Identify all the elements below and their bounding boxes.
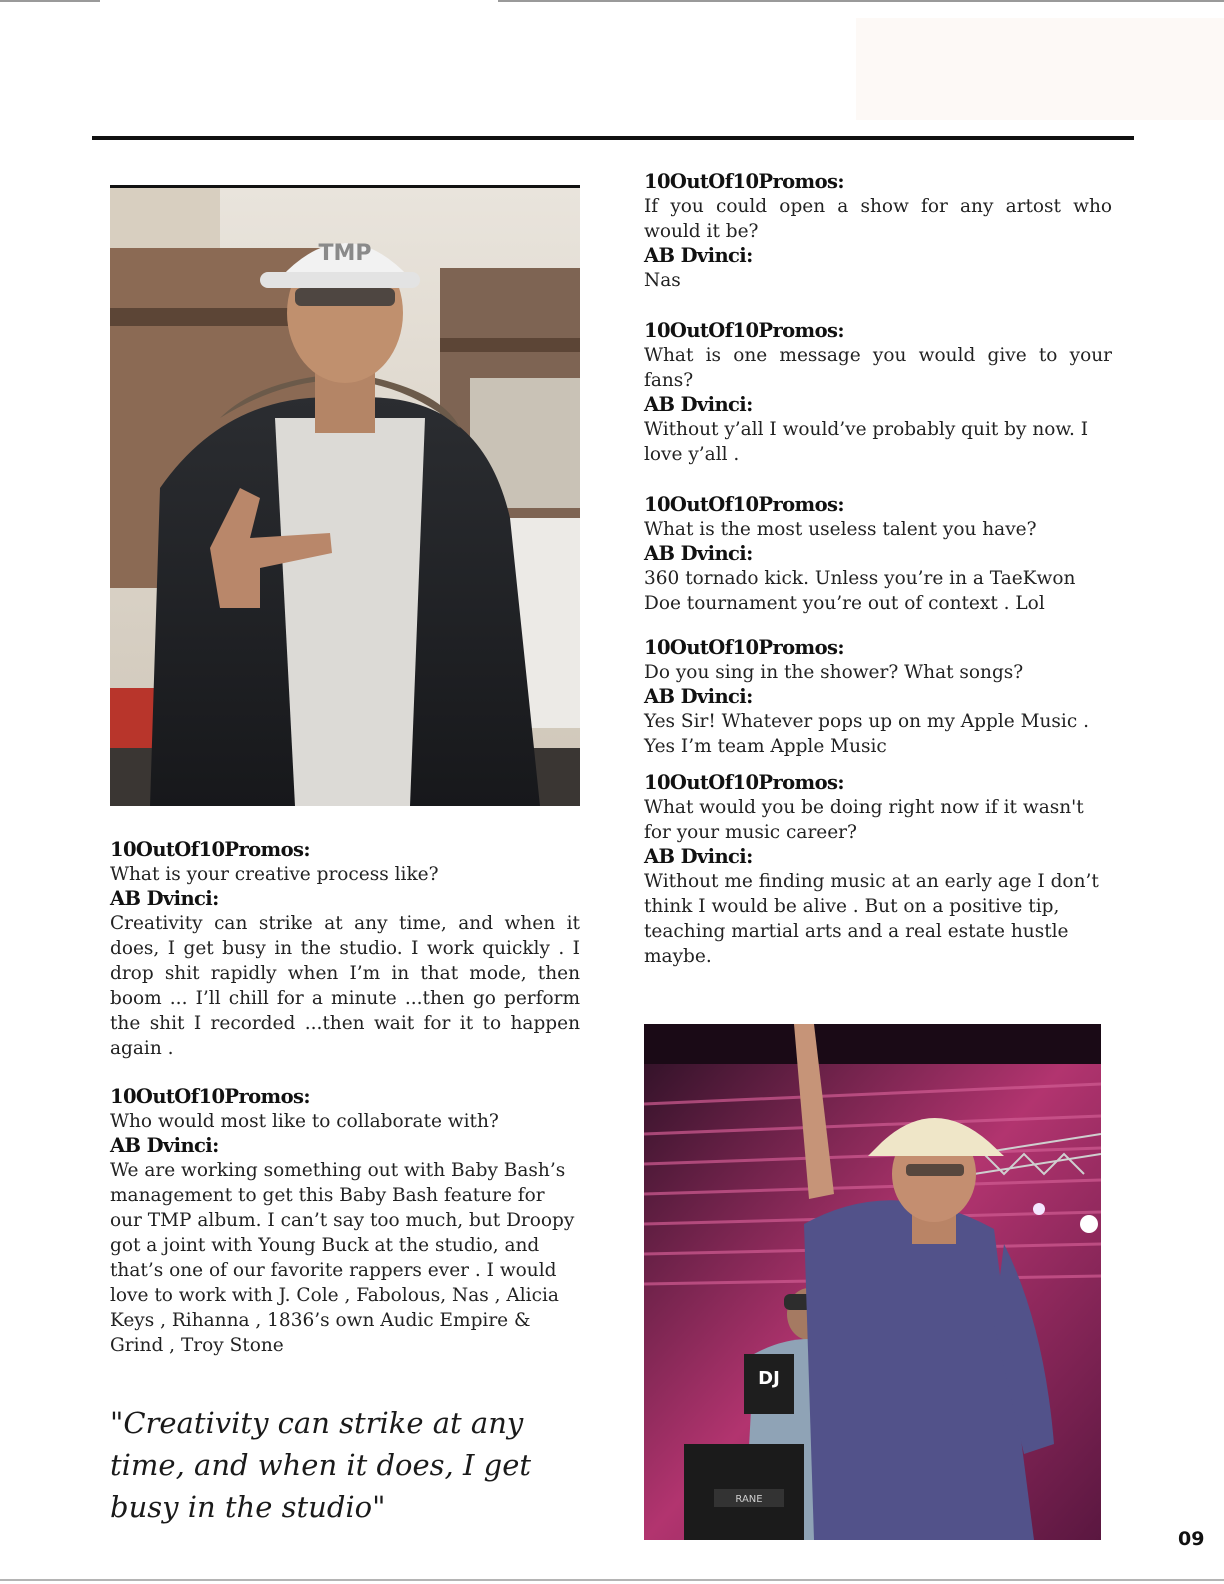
question-text: Do you sing in the shower? What songs? xyxy=(644,662,1024,683)
interviewer-label: 10OutOf10Promos: xyxy=(644,493,844,516)
device-label: RANE xyxy=(735,1494,763,1505)
interviewer-label: 10OutOf10Promos: xyxy=(110,1085,310,1108)
page-edge-top-left xyxy=(0,0,100,2)
interviewer-label: 10OutOf10Promos: xyxy=(644,170,844,193)
page-edge-bottom xyxy=(0,1579,1224,1581)
qa-block xyxy=(644,319,1112,467)
artist-label: AB Dvinci: xyxy=(110,887,219,910)
artist-label: AB Dvinci: xyxy=(644,845,753,868)
interviewer-label: 10OutOf10Promos: xyxy=(644,636,844,659)
header-tint-box xyxy=(856,18,1224,120)
answer-text: 360 tornado kick. Unless you’re in a TaeKwon Doe tournament you’re out of context . Lol xyxy=(644,568,1076,614)
answer-text: Without y’all I would’ve probably quit by now. I love y’all . xyxy=(644,419,1089,465)
qa-block xyxy=(110,1085,580,1358)
artist-stage-photo xyxy=(644,1024,1101,1540)
answer-text: Without me finding music at an early age I don’t think I would be alive . But on a positive tip, teaching martial arts and a real estate hustle maybe. xyxy=(644,871,1099,967)
question-text: Who would most like to collaborate with? xyxy=(110,1111,499,1132)
artist-label: AB Dvinci: xyxy=(110,1134,219,1157)
qa-block xyxy=(644,636,1112,759)
artist-label: AB Dvinci: xyxy=(644,685,753,708)
artist-portrait-photo xyxy=(110,188,580,806)
left-column xyxy=(110,838,580,1358)
interviewer-label: 10OutOf10Promos: xyxy=(110,838,310,861)
answer-text: Yes Sir! Whatever pops up on my Apple Music . Yes I’m team Apple Music xyxy=(644,711,1089,757)
page-edge-top-right xyxy=(498,0,1224,2)
question-text: What is the most useless talent you have? xyxy=(644,519,1037,540)
question-text: What is your creative process like? xyxy=(110,864,439,885)
answer-text: Creativity can strike at any time, and when it does, I get busy in the studio. I work quickly . I drop shit rapidly when I’m in that mode, then boom ... I’ll chill for a minute ...then go perform the shit I recorded ...then wait for it to happen again . xyxy=(110,913,580,1059)
right-column xyxy=(644,170,1112,969)
dj-banner-text: DJ xyxy=(758,1368,780,1389)
question-text: What would you be doing right now if it wasn't for your music career? xyxy=(644,797,1084,843)
qa-block xyxy=(110,838,580,1061)
qa-block xyxy=(644,493,1112,616)
qa-block xyxy=(644,170,1112,293)
artist-label: AB Dvinci: xyxy=(644,542,753,565)
interviewer-label: 10OutOf10Promos: xyxy=(644,319,844,342)
interviewer-label: 10OutOf10Promos: xyxy=(644,771,844,794)
pull-quote: "Creativity can strike at any time, and when it does, I get busy in the studio" xyxy=(110,1406,532,1524)
question-text: What is one message you would give to your fans? xyxy=(644,345,1112,391)
qa-block xyxy=(644,771,1112,969)
header-rule xyxy=(92,136,1134,140)
answer-text: We are working something out with Baby Bash’s management to get this Baby Bash feature for our TMP album. I can’t say too much, but Droopy got a joint with Young Buck at the studio, and that’s one of our favorite rappers ever . I would love to work with J. Cole , Fabolous, Nas , Alicia Keys , Rihanna , 1836’s own Audic Empire & Grind , Troy Stone xyxy=(110,1160,575,1356)
artist-label: AB Dvinci: xyxy=(644,393,753,416)
question-text: If you could open a show for any artost who would it be? xyxy=(644,196,1112,242)
answer-text: Nas xyxy=(644,270,681,291)
page-number: 09 xyxy=(1178,1528,1205,1550)
artist-label: AB Dvinci: xyxy=(644,244,753,267)
cap-logo: TMP xyxy=(318,241,372,266)
